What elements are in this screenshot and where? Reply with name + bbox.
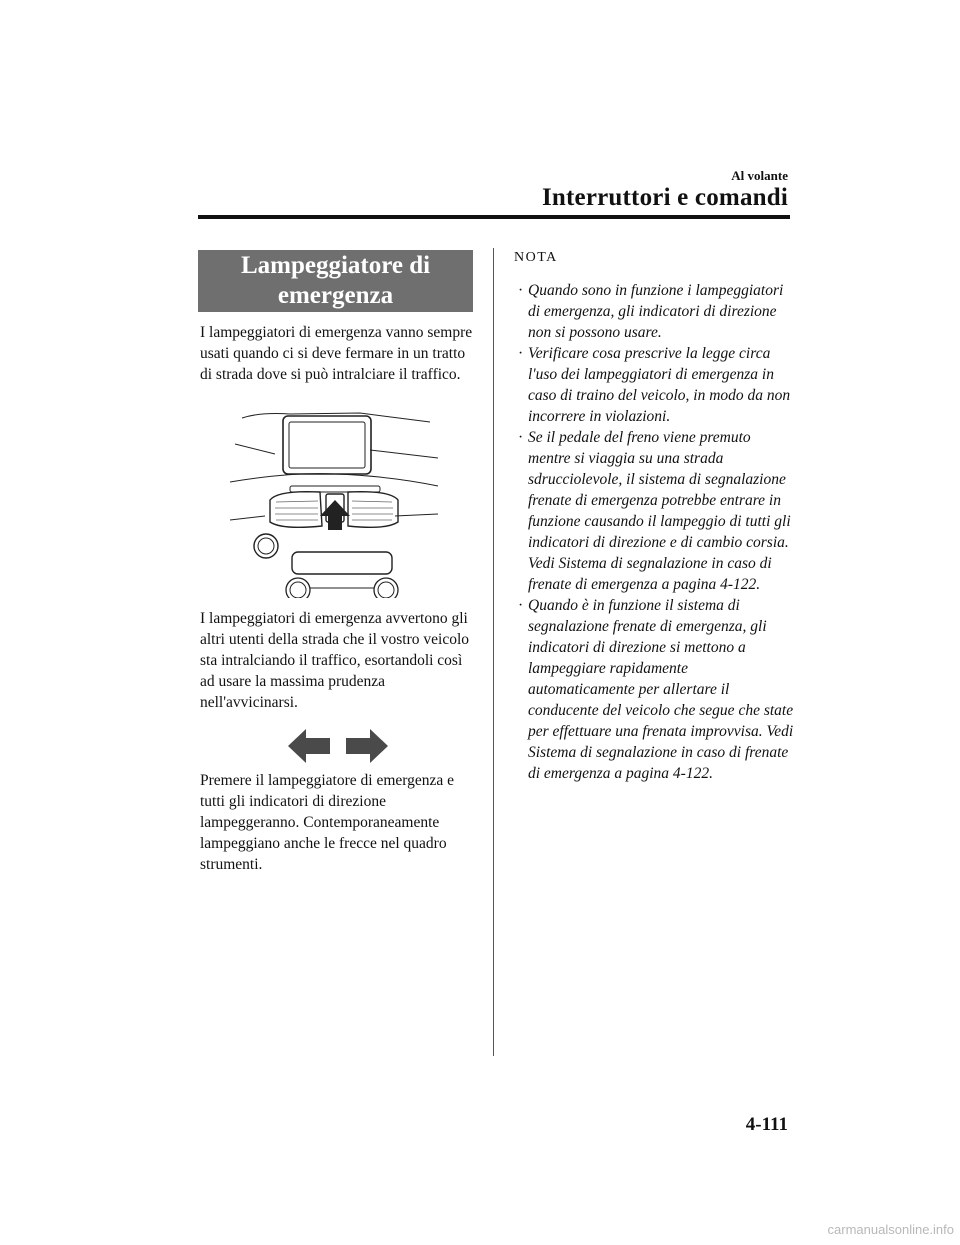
list-item: · Verificare cosa prescrive la legge circa l'uso dei lampeggiatori di emergenza in caso di traino del veicolo, in modo da non incorrere in violazioni. <box>518 345 791 425</box>
dashboard-hazard-switch-illustration <box>230 410 440 598</box>
page-number: 4-111 <box>745 1114 788 1135</box>
list-item: · Se il pedale del freno viene premuto mentre si viaggia su una strada sdrucciolevole, il sistema di segnalazione frenate di emergenza potrebbe entrare in funzione causando il lampeggio di tutti gli indicatori di direzione e di cambio corsia. Vedi Sistema di segnalazione in caso di frenate di emergenza a pagina 4-122. <box>518 429 791 593</box>
paragraph-warning: I lampeggiatori di emergenza avvertono gli altri utenti della strada che il vostro veicolo sta intralciando il traffico, esortandoli così ad usare la massima prudenza nell'avvicinarsi. <box>200 610 470 711</box>
note-heading: NOTA <box>514 250 558 265</box>
watermark: carmanualsonline.info <box>827 1222 954 1237</box>
bullet-icon: · <box>518 429 524 446</box>
bullet-icon: · <box>518 282 524 299</box>
list-item: · Quando sono in funzione i lampeggiatori di emergenza, gli indicatori di direzione non si possono usare. <box>518 282 784 341</box>
section-title: Lampeggiatore di emergenza <box>240 252 431 309</box>
section-header-title: Interruttori e comandi <box>541 184 788 211</box>
chapter-label: Al volante <box>731 168 788 183</box>
turn-signal-arrows-icon <box>288 729 388 763</box>
bullet-icon: · <box>518 597 524 614</box>
paragraph-intro: I lampeggiatori di emergenza vanno sempre usati quando ci si deve fermare in un tratto di strada dove si può intralciare il traffico. <box>200 324 473 383</box>
column-divider <box>493 248 494 1056</box>
header-rule <box>198 215 790 219</box>
bullet-icon: · <box>518 345 524 362</box>
section-title-box <box>198 250 473 312</box>
paragraph-instructions: Premere il lampeggiatore di emergenza e tutti gli indicatori di direzione lampeggeranno. Contemporaneamente lampeggiano anche le frecce nel quadro strumenti. <box>200 772 455 873</box>
note-list <box>518 280 794 784</box>
list-item: · Quando è in funzione il sistema di segnalazione frenate di emergenza, gli indicatori di direzione si mettono a lampeggiare rapidamente automaticamente per allertare il conducente del veicolo che segue che state per effettuare una frenata improvvisa. Vedi Sistema di segnalazione in caso di frenate di emergenza a pagina 4-122. <box>518 597 794 782</box>
